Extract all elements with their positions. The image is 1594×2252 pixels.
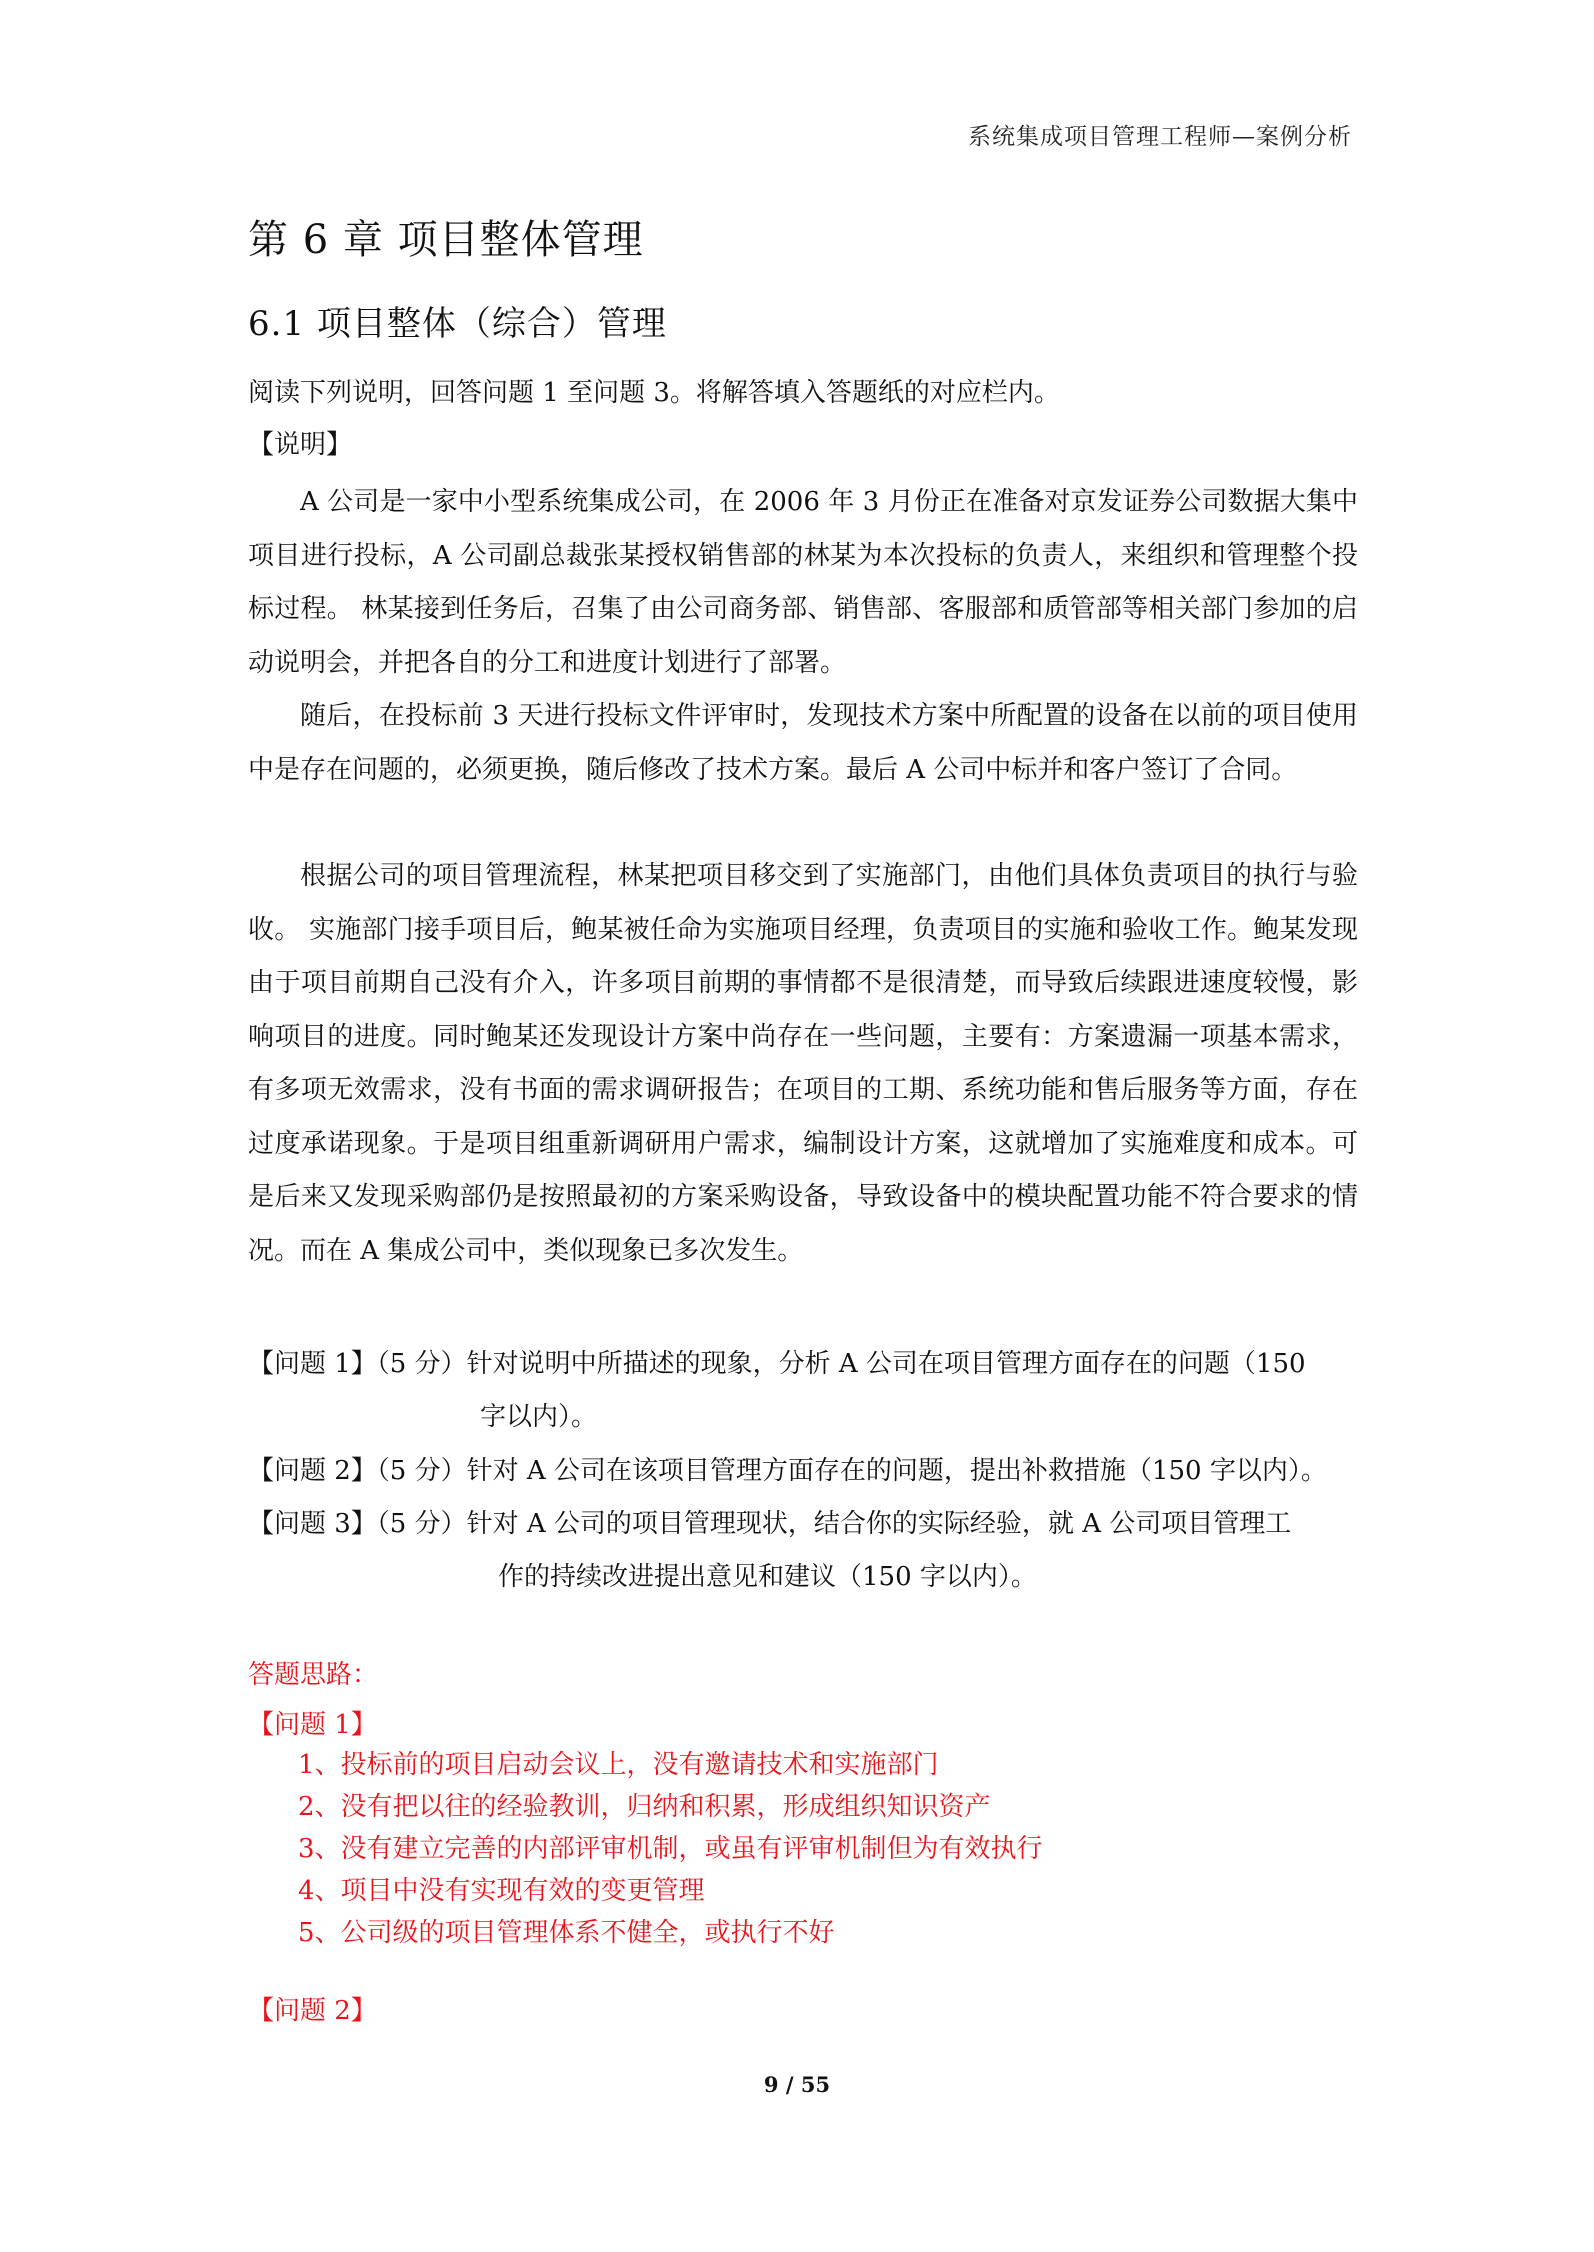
answer-question-2-label: 【问题 2】 (248, 1996, 377, 2026)
answer-item: 1、投标前的项目启动会议上，没有邀请技术和实施部门 (298, 1750, 939, 1780)
answer-heading: 答题思路： (248, 1660, 379, 1690)
description-paragraph: A 公司是一家中小型系统集成公司，在 2006 年 3 月份正在准备对京发证券公司数据大集中项目进行投标，A 公司副总裁张某授权销售部的林某为本次投标的负责人，来组织和管理整个投标过程。 林某接到任务后，召集了由公司商务部、销售部、客服部和质管部等相关部门参加的启动说明会，并把各自的分工和进度计划进行了部署。 (248, 487, 1358, 678)
answer-item: 2、没有把以往的经验教训，归纳和积累，形成组织知识资产 (298, 1792, 991, 1822)
question-3 (248, 1498, 1358, 1604)
question-text-continued: 字以内）。 (480, 1402, 598, 1432)
question-2 (248, 1445, 1358, 1498)
answer-item: 4、项目中没有实现有效的变更管理 (298, 1876, 705, 1906)
question-label: 【问题 1】（5 分） (248, 1349, 467, 1379)
section-title: 6.1 项目整体（综合）管理 (248, 304, 667, 344)
description-label: 【说明】 (248, 430, 353, 460)
description-paragraph: 随后，在投标前 3 天进行投标文件评审时，发现技术方案中所配置的设备在以前的项目使用中是存在问题的，必须更换，随后修改了技术方案。最后 A 公司中标并和客户签订了合同。 (248, 701, 1358, 785)
answer-item: 5、公司级的项目管理体系不健全，或执行不好 (298, 1918, 835, 1948)
page-number: 9 / 55 (763, 2072, 831, 2097)
question-text: 针对说明中所描述的现象，分析 A 公司在项目管理方面存在的问题（150 (466, 1349, 1306, 1379)
question-label: 【问题 3】（5 分） (248, 1509, 467, 1539)
question-text: 针对 A 公司在该项目管理方面存在的问题，提出补救措施（150 字以内）。 (466, 1456, 1327, 1486)
answer-question-1-label: 【问题 1】 (248, 1710, 377, 1740)
chapter-title: 第 6 章 项目整体管理 (248, 217, 644, 263)
description-paragraph: 根据公司的项目管理流程，林某把项目移交到了实施部门，由他们具体负责项目的执行与验收。 实施部门接手项目后，鲍某被任命为实施项目经理，负责项目的实施和验收工作。鲍某发现由于项目前期自己没有介入，许多项目前期的事情都不是很清楚，而导致后续跟进速度较慢，影响项目的进度。同时鲍某还发现设计方案中尚存在一些问题，主要有：方案遗漏一项基本需求，有多项无效需求，没有书面的需求调研报告；在项目的工期、系统功能和售后服务等方面，存在过度承诺现象。于是项目组重新调研用户需求，编制设计方案，这就增加了实施难度和成本。可是后来又发现采购部仍是按照最初的方案采购设备，导致设备中的模块配置功能不符合要求的情况。而在 A 集成公司中，类似现象已多次发生。 (248, 861, 1358, 1266)
running-header: 系统集成项目管理工程师—案例分析 (968, 124, 1352, 150)
answer-item: 3、没有建立完善的内部评审机制，或虽有评审机制但为有效执行 (298, 1834, 1043, 1864)
question-text: 针对 A 公司的项目管理现状，结合你的实际经验，就 A 公司项目管理工 (466, 1509, 1292, 1539)
answer-list (298, 1744, 1043, 1954)
question-1 (248, 1338, 1358, 1444)
instructions-text: 阅读下列说明，回答问题 1 至问题 3。将解答填入答题纸的对应栏内。 (248, 378, 1060, 408)
question-label: 【问题 2】（5 分） (248, 1456, 467, 1486)
question-text-continued: 作的持续改进提出意见和建议（150 字以内）。 (498, 1562, 1037, 1592)
